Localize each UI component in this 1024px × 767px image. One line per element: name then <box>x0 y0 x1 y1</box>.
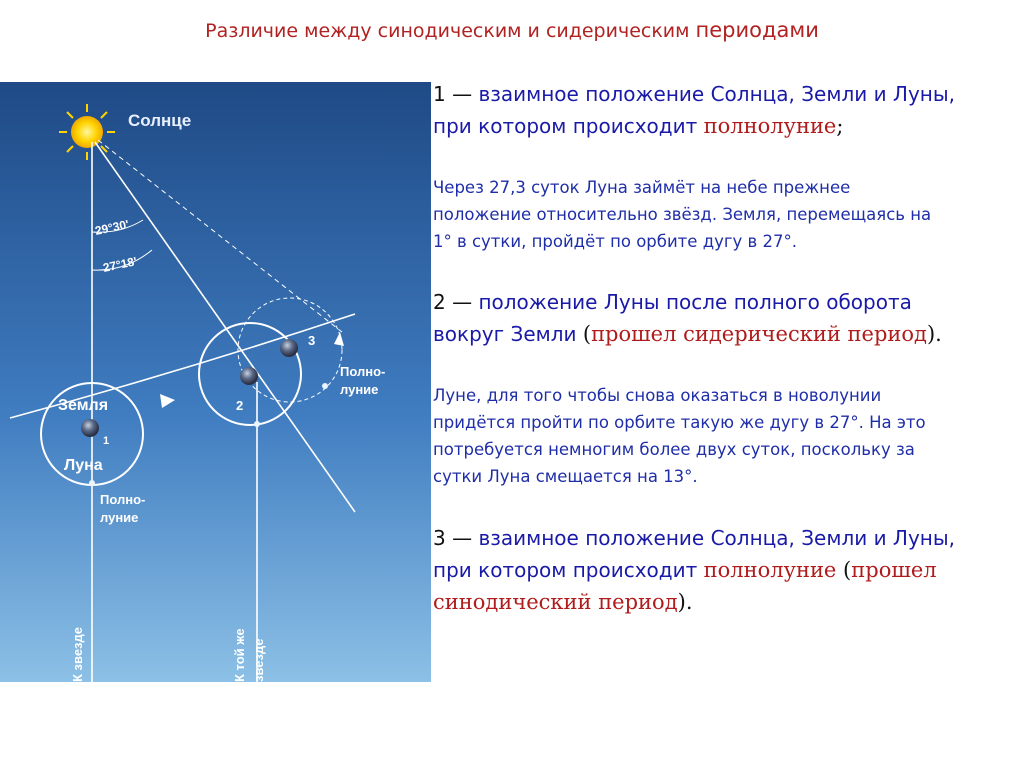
earth-2 <box>240 367 258 385</box>
earth-3 <box>280 339 298 357</box>
item-3-open: ( <box>836 558 852 582</box>
moon-label: Луна <box>64 457 103 474</box>
star-label-1: К звезде <box>70 626 85 682</box>
item-1-end: ; <box>836 114 844 138</box>
item-3-number: 3 <box>433 526 446 550</box>
item-1-number: 1 <box>433 82 446 106</box>
item-3-highlight-2b: синодический период <box>433 590 678 614</box>
item-2-highlight: прошел сидерический период <box>591 322 927 346</box>
item-3-line2: при котором происходит <box>433 558 704 582</box>
title-part1: Различие между синодическим и сидерическим <box>205 20 696 42</box>
note-1-line2: положение относительно звёзд. Земля, перемещаясь на <box>433 205 932 224</box>
explanation-1 <box>433 78 1008 142</box>
full-moon-1-line2: луние <box>100 510 139 525</box>
star-label-2-line2: звезде <box>251 638 266 682</box>
explanation-2 <box>433 174 1008 255</box>
item-3-highlight-1: полнолуние <box>703 558 837 582</box>
note-2-line2: придётся пройти по орбите такую же дугу в 27°. На это <box>433 413 926 432</box>
full-moon-2-line1: Полно- <box>340 364 386 379</box>
item-2-close: ). <box>926 322 942 346</box>
item-3-line1: взаимное положение Солнца, Земли и Луны, <box>478 526 956 550</box>
item-2-number: 2 <box>433 290 446 314</box>
orbit-diagram <box>0 82 431 682</box>
item-1-dash: — <box>445 82 479 106</box>
star-label-2-line1: К той же <box>232 628 247 682</box>
note-2-line3: потребуется немногим более двух суток, поскольку за <box>433 440 915 459</box>
note-1-line1: Через 27,3 суток Луна займёт на небе прежнее <box>433 178 851 197</box>
full-moon-1-line1: Полно- <box>100 492 146 507</box>
item-1-highlight: полнолуние <box>703 114 837 138</box>
explanation-3 <box>433 286 1008 350</box>
position-1-label: 1 <box>103 435 110 447</box>
note-1-line3: 1° в сутки, пройдёт по орбите дугу в 27°. <box>433 232 797 251</box>
angle-1-label: 29°30' <box>93 217 131 238</box>
item-2-dash: — <box>445 290 479 314</box>
position-3-label: 3 <box>308 333 316 348</box>
item-2-open: ( <box>582 322 592 346</box>
item-3-dash: — <box>445 526 479 550</box>
item-2-line2: вокруг Земли <box>433 322 583 346</box>
earth-label: Земля <box>58 397 109 414</box>
note-2-line1: Луне, для того чтобы снова оказаться в новолунии <box>433 386 882 405</box>
position-2-label: 2 <box>236 398 244 413</box>
sun-label: Солнце <box>128 111 192 130</box>
item-1-line1: взаимное положение Солнца, Земли и Луны, <box>478 82 956 106</box>
full-moon-2-line2: луние <box>340 382 379 397</box>
diagram-svg <box>0 82 431 682</box>
moon-3 <box>322 383 328 389</box>
angle-2-label: 27°18' <box>101 254 139 275</box>
explanation-4 <box>433 382 1008 490</box>
item-3-close: ). <box>677 590 693 614</box>
explanation-5 <box>433 522 1008 618</box>
item-3-highlight-2a: прошел <box>851 558 937 582</box>
moon-1 <box>89 480 95 486</box>
moon-2 <box>254 421 260 427</box>
item-1-line2: при котором происходит <box>433 114 704 138</box>
item-2-line1: положение Луны после полного оборота <box>478 290 912 314</box>
earth-1 <box>81 419 99 437</box>
note-2-line4: сутки Луна смещается на 13°. <box>433 467 698 486</box>
title-part2: периодами <box>695 18 819 42</box>
page-title <box>0 18 1024 42</box>
